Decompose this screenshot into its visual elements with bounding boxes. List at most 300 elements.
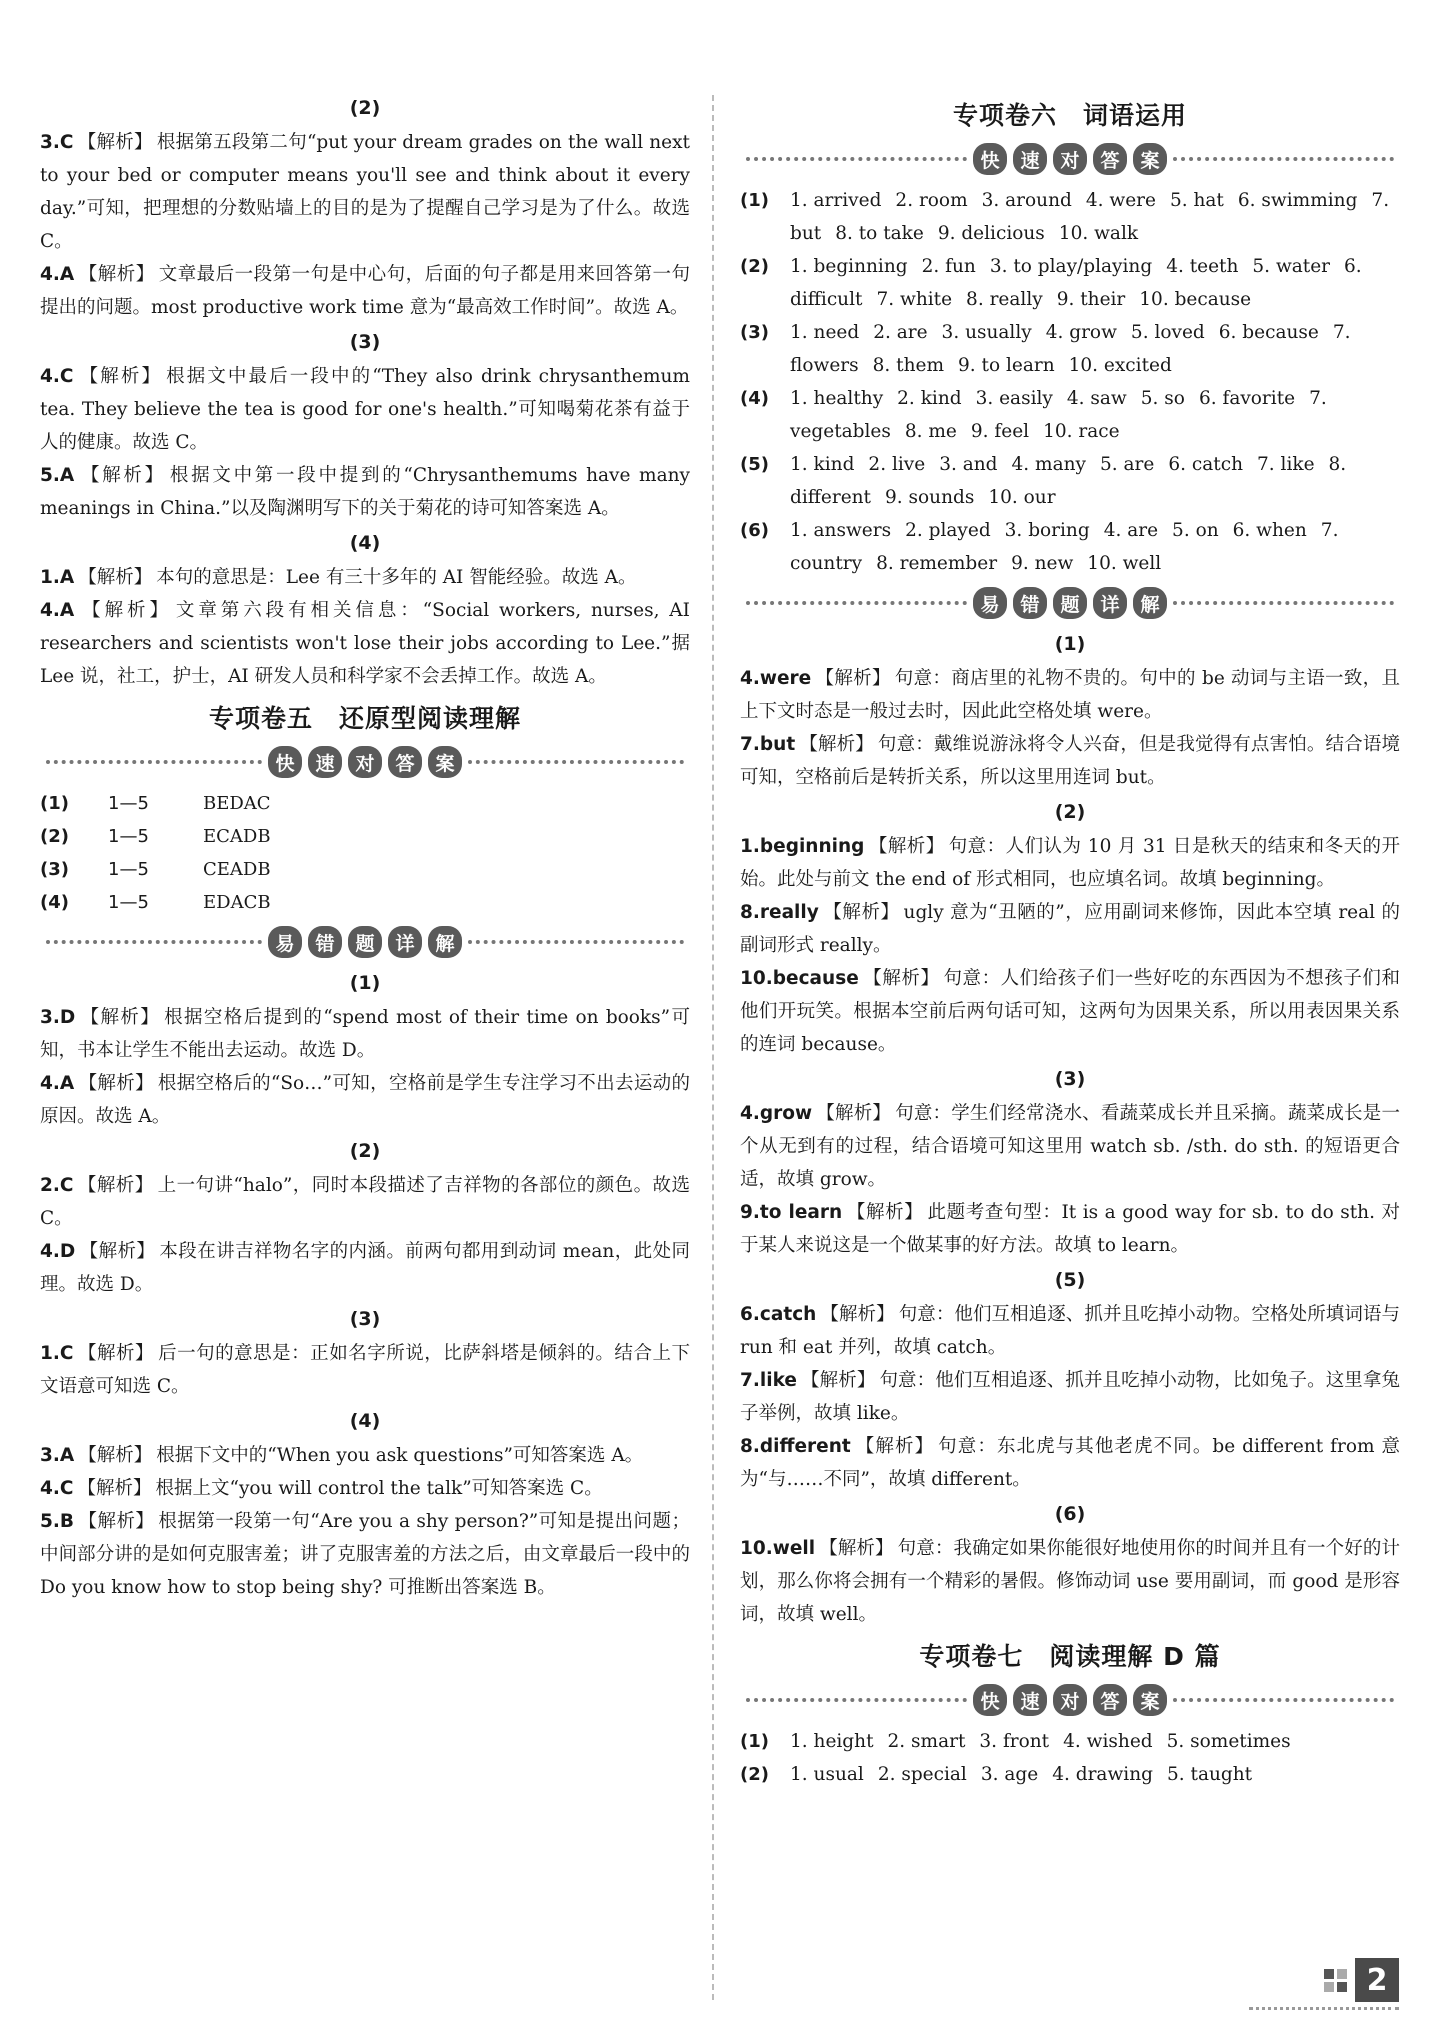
banner-dots-left (46, 760, 262, 764)
word-answer: 8. different (790, 454, 1347, 508)
explanation-item (40, 594, 690, 693)
subsection-number: (1) (1054, 633, 1086, 655)
word-answer: 2. kind (897, 388, 962, 409)
item-text: 本句的意思是：Lee 有三十多年的 AI 智能经验。故选 A。 (156, 567, 637, 588)
banner-chars (973, 1684, 1167, 1716)
word-answer: 5. loved (1130, 322, 1205, 343)
section-banner (40, 743, 690, 781)
subsection-number: (4) (349, 532, 381, 554)
word-answer: 3. age (980, 1764, 1039, 1785)
subsection-number: (3) (349, 1308, 381, 1330)
word-answer: 7. flowers (790, 322, 1351, 376)
item-text: 根据第五段第二句“put your dream grades on the wall next to your bed or computer means you'll see and think about it every day.”可知，把理想的分数贴墙上的目的是为了提醒自己学习是为了什么。故选 C。 (40, 132, 690, 252)
section-title: 专项卷七 阅读理解 D 篇 (919, 1642, 1221, 1671)
item-number: 4. (740, 668, 760, 689)
item-number: 10. (740, 1538, 773, 1559)
banner-char: 对 (1053, 143, 1087, 175)
word-answer: 2. played (905, 520, 991, 541)
item-answer: C (59, 1175, 74, 1196)
word-answer: 6. because (1218, 322, 1319, 343)
item-text: 本段在讲吉祥物名字的内涵。前两句都用到动词 mean，此处同理。故选 D。 (40, 1241, 690, 1295)
subsection-number: (3) (1054, 1068, 1086, 1090)
item-number: 2. (40, 1175, 60, 1196)
explanation-item (40, 126, 690, 258)
section-banner (40, 923, 690, 961)
word-answer: 6. when (1232, 520, 1307, 541)
group-words (790, 514, 1400, 580)
item-text: 根据下文中的“When you ask questions”可知答案选 A。 (156, 1445, 644, 1466)
item-number: 4. (40, 1073, 60, 1094)
item-answer: C (59, 132, 74, 153)
item-answer: D (59, 1007, 76, 1028)
word-answer: 6. difficult (790, 256, 1362, 310)
word-answer: 4. were (1085, 190, 1156, 211)
answer-letters: BEDAC (203, 793, 271, 814)
item-text: 文章最后一段第一句是中心句，后面的句子都是用来回答第一句提出的问题。most productive work time 意为“最高效工作时间”。故选 A。 (40, 264, 690, 318)
item-answer: A (59, 1445, 75, 1466)
banner-char: 案 (428, 746, 462, 778)
explanation-item (740, 1196, 1400, 1262)
banner-char: 题 (1053, 587, 1087, 619)
group-label: (1) (740, 190, 769, 211)
item-text: 句意：人们认为 10 月 31 日是秋天的结束和冬天的开始。此处与前文 the end of 形式相同，也应填名词。故填 beginning。 (740, 836, 1400, 890)
word-answer: 1. kind (790, 454, 855, 475)
word-answer: 8. me (904, 421, 957, 442)
banner-dots-left (746, 1698, 967, 1702)
banner-chars (268, 746, 462, 778)
banner-char: 详 (388, 926, 422, 958)
word-answer: 3. easily (975, 388, 1053, 409)
word-answer: 5. so (1140, 388, 1185, 409)
group-label: (5) (740, 454, 769, 475)
item-text: 后一句的意思是：正如名字所说，比萨斜塔是倾斜的。结合上下文语意可知选 C。 (40, 1343, 690, 1397)
item-answer: A (59, 1073, 75, 1094)
item-number: 10. (740, 968, 773, 989)
item-text: 根据空格后的“So…”可知，空格前是学生专注学习不出去运动的原因。故选 A。 (40, 1073, 690, 1127)
explanation-item (40, 1001, 690, 1067)
group-label: (3) (740, 322, 769, 343)
word-answer-group (740, 514, 1400, 580)
word-answer: 3. front (979, 1731, 1050, 1752)
word-answer: 4. drawing (1052, 1764, 1153, 1785)
banner-dots-left (746, 601, 967, 605)
answer-range: 1—5 (108, 793, 149, 814)
subsection-number: (1) (349, 972, 381, 994)
item-number: 3. (40, 1007, 60, 1028)
explanation-item (40, 459, 690, 525)
explanation-item (740, 728, 1400, 794)
item-number: 7. (740, 1370, 760, 1391)
banner-dots-left (746, 157, 967, 161)
page-number: 2 (1355, 1958, 1399, 2002)
word-answer: 4. saw (1066, 388, 1127, 409)
word-answer: 10. walk (1058, 223, 1139, 244)
item-answer: were (759, 668, 812, 689)
banner-char: 案 (1133, 143, 1167, 175)
word-answer: 7. like (1257, 454, 1315, 475)
word-answer: 10. our (988, 487, 1056, 508)
item-number: 1. (40, 567, 60, 588)
item-answer: really (759, 902, 819, 923)
item-answer: B (59, 1511, 75, 1532)
item-answer: grow (759, 1103, 813, 1124)
explanation-item (740, 1298, 1400, 1364)
word-answer: 2. special (877, 1764, 967, 1785)
analysis-tag: 【解析】 (78, 465, 166, 486)
word-answer: 3. and (939, 454, 998, 475)
item-answer: C (59, 1343, 74, 1364)
explanation-item (40, 1472, 690, 1505)
banner-char: 详 (1093, 587, 1127, 619)
banner-char: 速 (308, 746, 342, 778)
banner-char: 案 (1133, 1684, 1167, 1716)
subsection-number: (6) (1054, 1503, 1086, 1525)
explanation-item (40, 1169, 690, 1235)
item-answer: A (59, 264, 75, 285)
banner-dots-right (468, 760, 684, 764)
explanation-item (40, 1235, 690, 1301)
decorative-squares (1324, 1969, 1347, 1992)
item-text: 句意：我确定如果你能很好地使用你的时间并且有一个好的计划，那么你将会拥有一个精彩的暑假。修饰动词 use 要用副词，而 good 是形容词，故填 well。 (740, 1538, 1400, 1625)
banner-char: 题 (348, 926, 382, 958)
word-answer: 9. feel (970, 421, 1030, 442)
explanation-item (40, 258, 690, 324)
answer-group: (4) (40, 892, 69, 913)
analysis-tag: 【解析】 (78, 264, 155, 285)
group-words (790, 1758, 1400, 1791)
word-answer: 3. to play/playing (989, 256, 1153, 277)
answer-range: 1—5 (108, 892, 149, 913)
item-number: 4. (40, 264, 60, 285)
explanation-item (740, 896, 1400, 962)
item-text: 根据空格后提到的“spend most of their time on books”可知，书本让学生不能出去运动。故选 D。 (40, 1007, 690, 1061)
word-answer: 1. height (790, 1731, 874, 1752)
word-answer: 10. because (1139, 289, 1252, 310)
word-answer: 2. live (868, 454, 926, 475)
word-answer: 10. excited (1068, 355, 1172, 376)
word-answer: 10. well (1087, 553, 1162, 574)
word-answer: 9. to learn (957, 355, 1055, 376)
section-title: 专项卷五 还原型阅读理解 (208, 704, 521, 733)
banner-dots-right (468, 940, 684, 944)
analysis-tag: 【解析】 (822, 902, 900, 923)
item-number: 4. (740, 1103, 760, 1124)
word-answer: 4. many (1011, 454, 1086, 475)
item-answer: C (59, 1478, 74, 1499)
item-answer: A (59, 465, 75, 486)
analysis-tag: 【解析】 (79, 1007, 161, 1028)
subsection-number: (5) (1054, 1269, 1086, 1291)
word-answer: 3. around (981, 190, 1072, 211)
item-answer: A (59, 600, 75, 621)
banner-chars (973, 143, 1167, 175)
word-answer: 5. on (1172, 520, 1219, 541)
analysis-tag: 【解析】 (79, 1241, 156, 1262)
answer-range: 1—5 (108, 859, 149, 880)
explanation-item (740, 830, 1400, 896)
banner-char: 对 (1053, 1684, 1087, 1716)
word-answer: 5. water (1252, 256, 1331, 277)
answer-letters: EDACB (203, 892, 271, 913)
group-words (790, 448, 1400, 514)
group-words (790, 250, 1400, 316)
word-answer: 2. smart (887, 1731, 966, 1752)
left-column (40, 90, 690, 1604)
word-answer: 9. new (1011, 553, 1074, 574)
item-number: 9. (740, 1202, 760, 1223)
word-answer-group (740, 382, 1400, 448)
word-answer: 1. arrived (790, 190, 882, 211)
analysis-tag: 【解析】 (77, 1478, 152, 1499)
word-answer: 4. are (1103, 520, 1159, 541)
word-answer-group (740, 316, 1400, 382)
word-answer: 7. country (790, 520, 1339, 574)
word-answer-group (740, 1725, 1400, 1758)
item-answer: to learn (759, 1202, 843, 1223)
answer-group: (1) (40, 793, 69, 814)
analysis-tag: 【解析】 (77, 132, 153, 153)
subsection-number: (2) (349, 1140, 381, 1162)
analysis-tag: 【解析】 (799, 734, 874, 755)
group-words (790, 316, 1400, 382)
item-text: ugly 意为“丑陋的”，应用副词来修饰，因此本空填 real 的副词形式 really。 (740, 902, 1400, 956)
item-text: 根据第一段第一句“Are you a shy person?”可知是提出问题；中间部分讲的是如何克服害羞；讲了克服害羞的方法之后，由文章最后一段中的 Do you know how to stop being shy? 可推断出答案选 B。 (40, 1511, 690, 1598)
word-answer: 8. to take (835, 223, 924, 244)
word-answer: 10. race (1043, 421, 1120, 442)
word-answer: 6. swimming (1237, 190, 1358, 211)
item-answer: like (759, 1370, 797, 1391)
explanation-item (40, 561, 690, 594)
explanation-item (40, 1067, 690, 1133)
word-answer-group (740, 184, 1400, 250)
item-number: 3. (40, 132, 60, 153)
answer-row (40, 787, 690, 820)
group-words (790, 1725, 1400, 1758)
group-words (790, 382, 1400, 448)
analysis-tag: 【解析】 (854, 1436, 935, 1457)
word-answer: 5. taught (1166, 1764, 1253, 1785)
item-answer: A (59, 567, 75, 588)
explanation-item (40, 1337, 690, 1403)
item-answer: well (772, 1538, 816, 1559)
section-banner (740, 1681, 1400, 1719)
group-label: (1) (740, 1731, 769, 1752)
analysis-tag: 【解析】 (800, 1370, 876, 1391)
banner-char: 答 (1093, 1684, 1127, 1716)
word-answer: 1. need (790, 322, 860, 343)
word-answer: 8. really (966, 289, 1043, 310)
word-answer: 1. usual (790, 1764, 864, 1785)
explanation-item (740, 662, 1400, 728)
word-answer: 5. hat (1169, 190, 1224, 211)
word-answer: 6. favorite (1198, 388, 1296, 409)
item-text: 句意：他们互相追逐、抓并且吃掉小动物。空格处所填词语与 run 和 eat 并列，故填 catch。 (740, 1304, 1400, 1358)
section-banner (740, 140, 1400, 178)
word-answer: 1. beginning (790, 256, 908, 277)
banner-char: 解 (1133, 587, 1167, 619)
analysis-tag: 【解析】 (77, 366, 163, 387)
item-text: 根据文中最后一段中的“They also drink chrysanthemum tea. They believe the tea is good for one's health.”可知喝菊花茶有益于人的健康。故选 C。 (40, 366, 690, 453)
banner-char: 答 (388, 746, 422, 778)
item-number: 3. (40, 1445, 60, 1466)
word-answer: 9. their (1056, 289, 1126, 310)
answer-letters: CEADB (203, 859, 271, 880)
group-label: (4) (740, 388, 769, 409)
word-answer: 5. are (1100, 454, 1155, 475)
explanation-item (740, 1364, 1400, 1430)
banner-dots-right (1173, 1698, 1394, 1702)
answer-range: 1—5 (108, 826, 149, 847)
banner-char: 答 (1093, 143, 1127, 175)
analysis-tag: 【解析】 (815, 668, 891, 689)
word-answer: 7. vegetables (790, 388, 1327, 442)
word-answer: 1. healthy (790, 388, 884, 409)
banner-char: 对 (348, 746, 382, 778)
page-number-underline (1249, 2007, 1399, 2010)
word-answer: 4. teeth (1166, 256, 1239, 277)
word-answer: 9. delicious (937, 223, 1045, 244)
banner-chars (973, 587, 1167, 619)
item-number: 5. (40, 1511, 60, 1532)
item-text: 句意：商店里的礼物不贵的。句中的 be 动词与主语一致，且上下文时态是一般过去时，因此此空格处填 were。 (740, 668, 1400, 722)
analysis-tag: 【解析】 (77, 1175, 154, 1196)
word-answer: 8. them (872, 355, 944, 376)
banner-char: 易 (973, 587, 1007, 619)
analysis-tag: 【解析】 (77, 1343, 155, 1364)
banner-dots-right (1173, 601, 1394, 605)
analysis-tag: 【解析】 (78, 567, 153, 588)
item-number: 4. (40, 366, 60, 387)
banner-char: 快 (268, 746, 302, 778)
banner-dots-left (46, 940, 262, 944)
item-text: 根据文中第一段中提到的“Chrysanthemums have many meanings in China.”以及陶渊明写下的关于菊花的诗可知答案选 A。 (40, 465, 690, 519)
word-answer-group (740, 250, 1400, 316)
item-number: 4. (40, 1241, 60, 1262)
word-answer: 7. white (876, 289, 953, 310)
explanation-item (740, 962, 1400, 1061)
banner-char: 快 (973, 1684, 1007, 1716)
group-label: (2) (740, 1764, 769, 1785)
item-answer: C (59, 366, 74, 387)
item-answer: but (759, 734, 796, 755)
section-title: 专项卷六 词语运用 (952, 101, 1187, 130)
word-answer: 3. usually (941, 322, 1032, 343)
analysis-tag: 【解析】 (78, 600, 172, 621)
banner-char: 易 (268, 926, 302, 958)
answer-row (40, 820, 690, 853)
analysis-tag: 【解析】 (862, 968, 940, 989)
explanation-item (740, 1430, 1400, 1496)
item-text: 句意：他们互相追逐、抓并且吃掉小动物，比如兔子。这里拿兔子举例，故填 like。 (740, 1370, 1400, 1424)
item-number: 8. (740, 902, 760, 923)
item-answer: beginning (759, 836, 865, 857)
word-answer: 2. fun (921, 256, 976, 277)
analysis-tag: 【解析】 (868, 836, 945, 857)
word-answer: 3. boring (1004, 520, 1090, 541)
item-number: 4. (40, 1478, 60, 1499)
section-banner (740, 584, 1400, 622)
banner-dots-right (1173, 157, 1394, 161)
answer-row (40, 886, 690, 919)
item-text: 此题考查句型：It is a good way for sb. to do sth. 对于某人来说这是一个做某事的好方法。故填 to learn。 (740, 1202, 1400, 1256)
word-answer-group (740, 448, 1400, 514)
subsection-number: (3) (349, 331, 381, 353)
explanation-item (740, 1532, 1400, 1631)
banner-chars (268, 926, 462, 958)
subsection-number: (4) (349, 1410, 381, 1432)
word-answer-group (740, 1758, 1400, 1791)
group-label: (2) (740, 256, 769, 277)
banner-char: 错 (1013, 587, 1047, 619)
analysis-tag: 【解析】 (816, 1103, 892, 1124)
item-number: 1. (40, 1343, 60, 1364)
item-text: 文章第六段有相关信息：“Social workers, nurses, AI researchers and scientists won't lose their jobs according to Lee.”据 Lee 说，社工，护士，AI 研发人员和科学家不会丢掉工作。故选 A。 (40, 600, 690, 687)
analysis-tag: 【解析】 (820, 1304, 895, 1325)
analysis-tag: 【解析】 (819, 1538, 894, 1559)
analysis-tag: 【解析】 (846, 1202, 924, 1223)
item-number: 6. (740, 1304, 760, 1325)
page-number-badge (1324, 1958, 1399, 2002)
analysis-tag: 【解析】 (78, 1445, 153, 1466)
answer-letters: ECADB (203, 826, 271, 847)
explanation-item (40, 360, 690, 459)
word-answer: 5. sometimes (1166, 1731, 1291, 1752)
item-text: 根据上文“you will control the talk”可知答案选 C。 (155, 1478, 603, 1499)
word-answer: 7. but (790, 190, 1390, 244)
item-text: 上一句讲“halo”，同时本段描述了吉祥物的各部位的颜色。故选 C。 (40, 1175, 690, 1229)
group-label: (6) (740, 520, 769, 541)
analysis-tag: 【解析】 (78, 1511, 155, 1532)
explanation-item (740, 1097, 1400, 1196)
answer-group: (3) (40, 859, 69, 880)
analysis-tag: 【解析】 (78, 1073, 154, 1094)
item-text: 句意：人们给孩子们一些好吃的东西因为不想孩子们和他们开玩笑。根据本空前后两句话可知，这两句为因果关系，所以用表因果关系的连词 because。 (740, 968, 1400, 1055)
subsection-number: (2) (349, 97, 381, 119)
item-text: 句意：东北虎与其他老虎不同。be different from 意为“与……不同”，故填 different。 (740, 1436, 1400, 1490)
item-number: 4. (40, 600, 60, 621)
word-answer: 2. room (895, 190, 968, 211)
item-answer: catch (759, 1304, 817, 1325)
item-number: 1. (740, 836, 760, 857)
item-text: 句意：戴维说游泳将令人兴奋，但是我觉得有点害怕。结合语境可知，空格前后是转折关系，所以这里用连词 but。 (740, 734, 1400, 788)
item-number: 8. (740, 1436, 760, 1457)
item-answer: because (772, 968, 859, 989)
subsection-number: (2) (1054, 801, 1086, 823)
word-answer: 4. grow (1045, 322, 1117, 343)
column-divider (712, 95, 714, 2000)
word-answer: 1. answers (790, 520, 892, 541)
banner-char: 错 (308, 926, 342, 958)
banner-char: 快 (973, 143, 1007, 175)
answer-group: (2) (40, 826, 69, 847)
item-answer: D (59, 1241, 76, 1262)
right-column (740, 90, 1400, 1791)
word-answer: 6. catch (1168, 454, 1243, 475)
group-words (790, 184, 1400, 250)
item-answer: different (759, 1436, 851, 1457)
banner-char: 速 (1013, 143, 1047, 175)
item-number: 7. (740, 734, 760, 755)
word-answer: 2. are (873, 322, 928, 343)
explanation-item (40, 1505, 690, 1604)
word-answer: 9. sounds (885, 487, 975, 508)
banner-char: 速 (1013, 1684, 1047, 1716)
word-answer: 8. remember (876, 553, 998, 574)
word-answer: 4. wished (1063, 1731, 1153, 1752)
answer-row (40, 853, 690, 886)
item-number: 5. (40, 465, 60, 486)
item-text: 句意：学生们经常浇水、看蔬菜成长并且采摘。蔬菜成长是一个从无到有的过程，结合语境可知这里用 watch sb. /sth. do sth. 的短语更合适，故填 grow。 (740, 1103, 1400, 1190)
